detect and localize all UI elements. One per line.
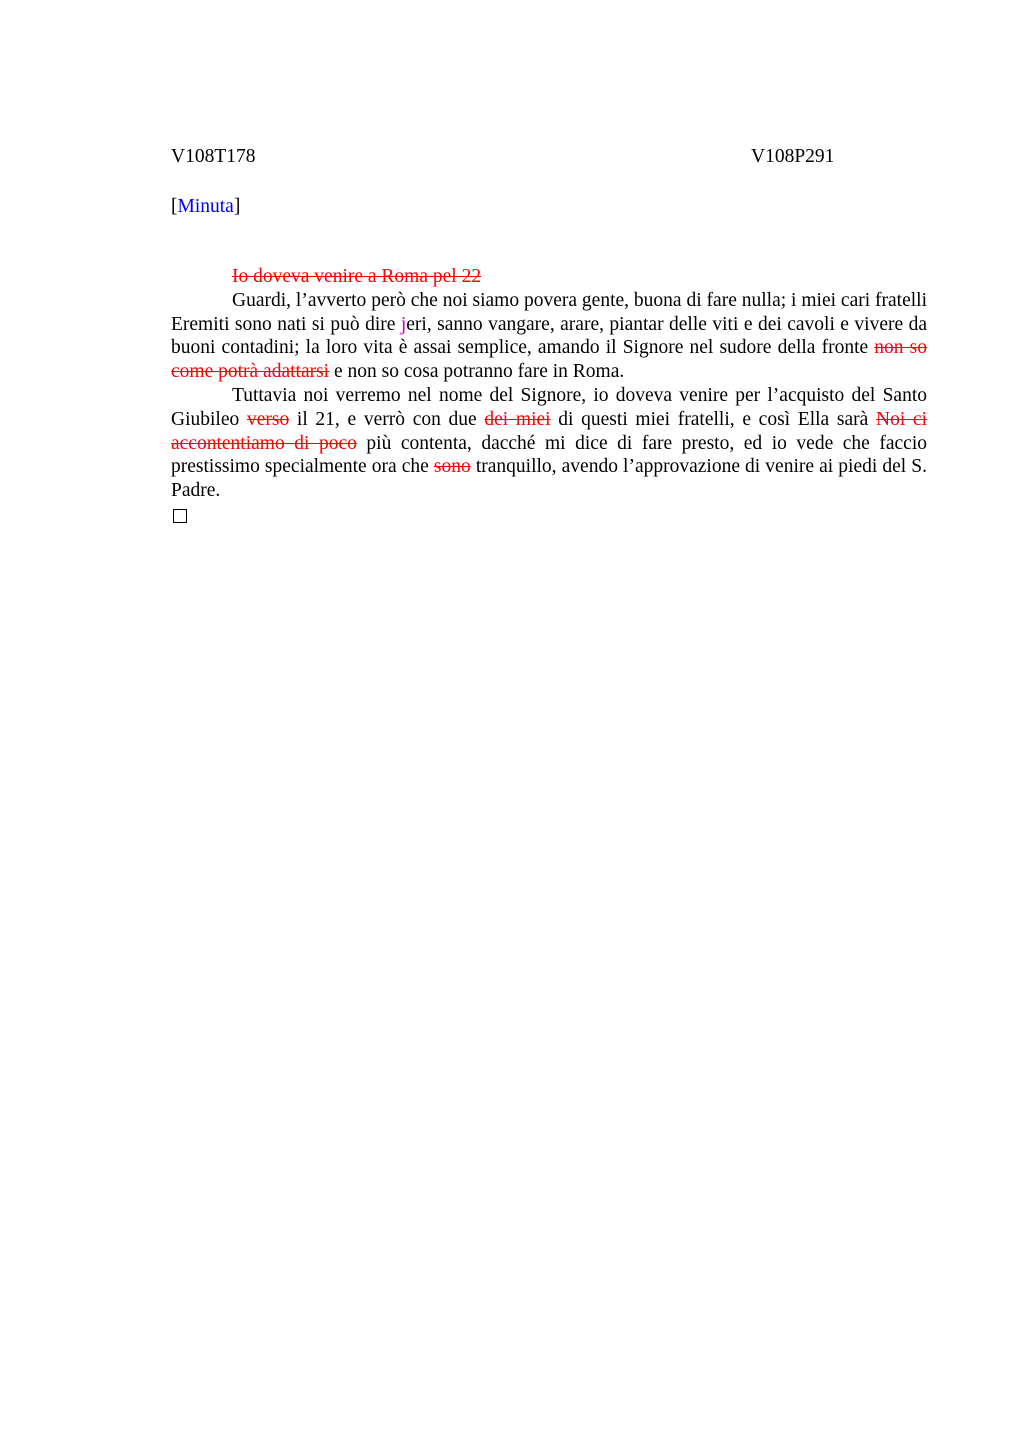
label-open-bracket: [ xyxy=(171,196,178,217)
paragraph-1-part-c: e non so cosa potranno fare in Roma. xyxy=(329,361,625,383)
document-header xyxy=(171,145,927,171)
paragraph-2-part-c: di questi miei fratelli, e così Ella sarà xyxy=(550,408,876,430)
paragraph-2-deleted-2: dei miei xyxy=(484,408,551,430)
minuta-label xyxy=(171,195,927,219)
document-page xyxy=(171,145,927,530)
paragraph-2 xyxy=(171,384,927,503)
spacer xyxy=(171,219,927,265)
paragraph-2-part-e: tranquillo, avendo l’approvazione di venire ai piedi del S. Padre. xyxy=(171,456,927,502)
paragraph-2-deleted-3: Noi ci accontentiamo di poco xyxy=(171,408,928,454)
end-marker xyxy=(171,503,927,530)
paragraph-2-part-d: più contenta, dacché mi dice di fare presto, ed io vede che faccio prestissimo specialmente ora che xyxy=(171,432,927,478)
paragraph-1 xyxy=(171,289,927,384)
square-outline-icon xyxy=(173,509,187,523)
minuta-label-text: Minuta xyxy=(177,196,234,217)
document-code-right: V108P291 xyxy=(751,146,835,167)
paragraph-1-part-a: Guardi, l’avverto però che noi siamo povera gente, buona di fare nulla; i miei cari fratelli Eremiti sono nati si può dire xyxy=(171,289,927,335)
document-code-left: V108T178 xyxy=(171,146,256,167)
paragraph-1-inserted: j xyxy=(400,313,407,335)
paragraph-2-deleted-4: sono xyxy=(433,456,471,478)
paragraph-1-deleted: non so come potrà adattarsi xyxy=(171,337,927,383)
paragraph-2-part-b: il 21, e verrò con due xyxy=(289,408,485,430)
paragraph-2-deleted-1: verso xyxy=(246,408,290,430)
paragraph-2-part-a: Tuttavia noi verremo nel nome del Signore, io doveva venire per l’acquisto del Santo Giubileo xyxy=(171,384,927,430)
paragraph-1-part-b: eri, sanno vangare, arare, piantar delle viti e dei cavoli e vivere da buoni contadini; la loro vita è assai semplice, amando il Signore nel sudore della fronte xyxy=(171,313,927,359)
deleted-heading-line xyxy=(171,265,927,289)
label-close-bracket: ] xyxy=(233,196,241,217)
deleted-heading: Io doveva venire a Roma pel 22 xyxy=(232,266,482,287)
